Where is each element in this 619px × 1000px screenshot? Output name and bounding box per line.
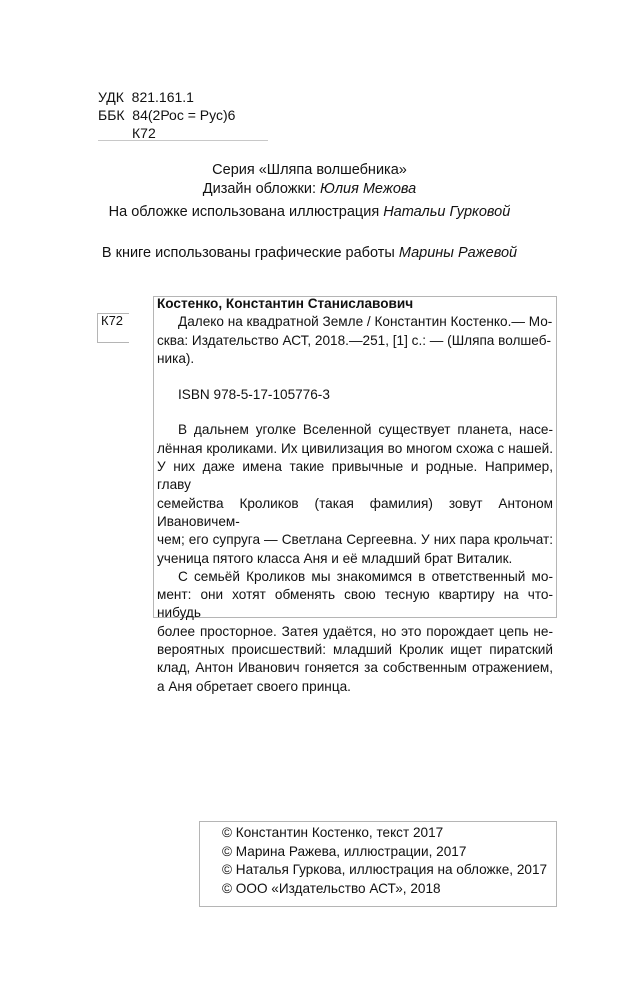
annotation-line: В дальнем уголке Вселенной существует планета, насе- [178, 422, 553, 438]
copyright-line: © Константин Костенко, текст 2017 [222, 825, 444, 840]
annotation-line: клад, Антон Иванович гоняется за собственным отражением, [157, 660, 553, 676]
bib-line: Далеко на квадратной Земле / Константин Костенко.— Мо- [178, 314, 553, 330]
cover-design-label: Дизайн обложки: [202, 181, 321, 197]
annotation-line: мент: они хотят обменять свою тесную квартиру на что-нибудь [157, 587, 553, 621]
bibliographic-record [157, 313, 553, 368]
cover-illustrator-name: Натальи Гурковой [383, 204, 511, 220]
author-mark: К72 [132, 125, 156, 141]
catalog-side-mark: К72 [97, 313, 129, 343]
cover-illustration-label: На обложке использована иллюстрация [108, 204, 384, 220]
annotation-line: ученица пятого класса Аня и её младший брат Виталик. [157, 550, 513, 566]
annotation-line: более просторное. Затея удаётся, но это порождает цепь не- [157, 623, 553, 639]
annotation-line: чем; его супруга — Светлана Сергеевна. У них пара крольчат: [157, 532, 553, 548]
cover-illustration-line [0, 203, 619, 222]
bib-line: ника). [157, 350, 195, 366]
copyright-line: © ООО «Издательство АСТ», 2018 [222, 880, 441, 896]
credits-spacer [0, 222, 619, 244]
graphics-artist-name: Марины Ражевой [398, 245, 518, 261]
cover-design-line [0, 180, 619, 199]
graphics-label: В книге использованы графические работы [101, 245, 399, 261]
annotation-line: семейства Кроликов (такая фамилия) зовут Антоном Ивановичем- [157, 495, 553, 529]
annotation-line: У них даже имена такие привычные и родные. Например, главу [157, 459, 553, 493]
author-heading: Костенко, Константин Станиславович [157, 296, 414, 311]
catalog-card [157, 295, 553, 696]
bbk-code: ББК 84(2Рос = Рус)6 [98, 107, 236, 123]
isbn: ISBN 978-5-17-105776-3 [178, 387, 330, 403]
classification-divider [98, 140, 268, 141]
annotation-line: лённая кроликами. Их цивилизация во многом схожа с нашей. [157, 440, 553, 456]
bib-line: сква: Издательство АСТ, 2018.—251, [1] с.: — (Шляпа волшеб- [157, 332, 552, 348]
annotation-line: вероятных происшествий: младший Кролик ищет пиратский [157, 642, 553, 658]
copyright-line: © Наталья Гуркова, иллюстрация на обложке, 2017 [222, 862, 548, 877]
annotation [157, 421, 553, 695]
copyright-line: © Марина Ражева, иллюстрации, 2017 [222, 843, 467, 859]
udk-code: УДК 821.161.1 [98, 89, 194, 105]
classification-block [98, 88, 235, 142]
copyright-box [199, 821, 557, 907]
annotation-line: С семьёй Кроликов мы знакомимся в ответственный мо- [178, 568, 553, 584]
series-line: Серия «Шляпа волшебника» [212, 162, 407, 178]
graphics-line [0, 244, 619, 263]
annotation-line: а Аня обретает своего принца. [157, 678, 351, 694]
credits-block [0, 161, 619, 263]
cover-designer-name: Юлия Межова [320, 181, 417, 197]
